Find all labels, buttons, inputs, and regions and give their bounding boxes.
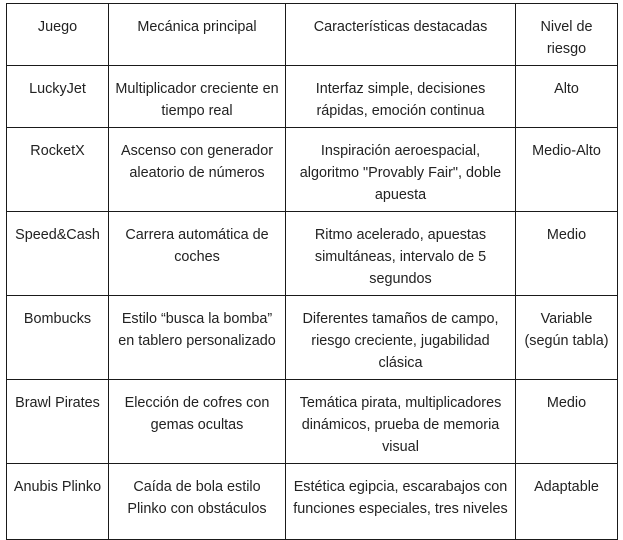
cell-game: LuckyJet xyxy=(7,66,109,128)
cell-mechanic: Ascenso con generador aleatorio de números xyxy=(109,128,286,212)
table-row xyxy=(7,296,618,380)
cell-mechanic: Multiplicador creciente en tiempo real xyxy=(109,66,286,128)
cell-game: Brawl Pirates xyxy=(7,380,109,464)
table-row xyxy=(7,464,618,540)
cell-risk: Alto xyxy=(516,66,618,128)
cell-risk: Medio-Alto xyxy=(516,128,618,212)
header-main-mechanic: Mecánica principal xyxy=(109,4,286,66)
cell-features: Ritmo acelerado, apuestas simultáneas, intervalo de 5 segundos xyxy=(286,212,516,296)
cell-features: Estética egipcia, escarabajos con funciones especiales, tres niveles xyxy=(286,464,516,540)
cell-mechanic: Carrera automática de coches xyxy=(109,212,286,296)
games-comparison-table xyxy=(6,3,618,540)
cell-risk: Medio xyxy=(516,212,618,296)
cell-features: Interfaz simple, decisiones rápidas, emoción continua xyxy=(286,66,516,128)
table-row xyxy=(7,66,618,128)
cell-game: RocketX xyxy=(7,128,109,212)
cell-mechanic: Caída de bola estilo Plinko con obstáculos xyxy=(109,464,286,540)
cell-risk: Medio xyxy=(516,380,618,464)
header-game: Juego xyxy=(7,4,109,66)
cell-mechanic: Elección de cofres con gemas ocultas xyxy=(109,380,286,464)
cell-features: Temática pirata, multiplicadores dinámicos, prueba de memoria visual xyxy=(286,380,516,464)
cell-game: Speed&Cash xyxy=(7,212,109,296)
cell-features: Inspiración aeroespacial, algoritmo "Provably Fair", doble apuesta xyxy=(286,128,516,212)
cell-risk: Adaptable xyxy=(516,464,618,540)
cell-mechanic: Estilo “busca la bomba” en tablero personalizado xyxy=(109,296,286,380)
cell-features: Diferentes tamaños de campo, riesgo creciente, jugabilidad clásica xyxy=(286,296,516,380)
table-row xyxy=(7,212,618,296)
table-row xyxy=(7,128,618,212)
table-header-row xyxy=(7,4,618,66)
cell-risk: Variable (según tabla) xyxy=(516,296,618,380)
header-features: Características destacadas xyxy=(286,4,516,66)
cell-game: Anubis Plinko xyxy=(7,464,109,540)
table-row xyxy=(7,380,618,464)
cell-game: Bombucks xyxy=(7,296,109,380)
header-risk-level: Nivel de riesgo xyxy=(516,4,618,66)
